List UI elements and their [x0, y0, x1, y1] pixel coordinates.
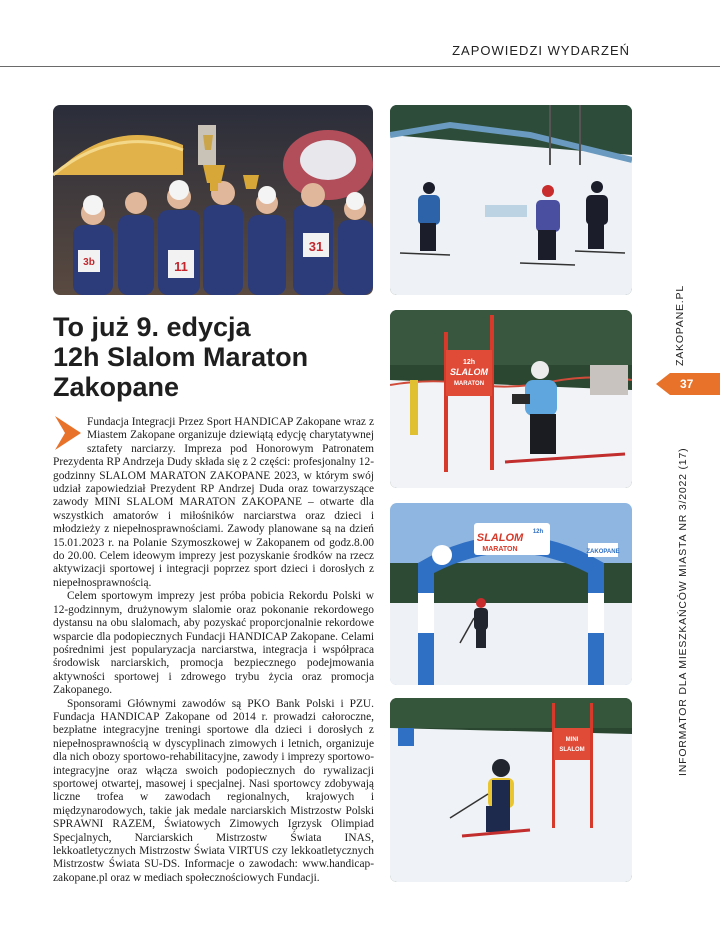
finish-arch-photo: [390, 503, 632, 685]
headline-line-3: Zakopane: [53, 372, 180, 402]
junior-racer-photo: [390, 698, 632, 882]
gate-flag-line-3: MARATON: [453, 381, 485, 387]
arch-banner-top: 12h: [532, 529, 544, 535]
section-label: ZAPOWIEDZI WYDARZEŃ: [452, 43, 630, 58]
slope-skiers-photo: [390, 105, 632, 295]
gate-flag-line-1: 12h: [462, 359, 476, 366]
bib-number-3: 3b: [83, 257, 95, 268]
small-flag-line-2: SLALOM: [559, 747, 585, 753]
gate-flag-line-2: SLALOM: [450, 367, 488, 377]
ceremony-photo: [53, 105, 373, 295]
bib-number-2: 31: [308, 239, 324, 254]
bib-number-1: 11: [174, 259, 188, 274]
article-paragraph-3: Sponsorami Głównymi zawodów są PKO Bank Polski i PZU. Fundacja HANDICAP Zakopane od 2014 r. prowadzi całoroczne, bezpłatne integracyjne treningi sportowe dla dzieci i dorosłych z niepełnosprawnością w dyscyplinach zimowych i letnich, organizuje dla nich obozy sportowo-rehabilitacyjne, zawody i imprezy sportowo-integracyjne oraz włącza swoich podopiecznych do rywalizacji sportowej otwartej, masowej i specjalnej. Nasi sportowcy zdobywają liczne trofea w zawodach regionalnych, krajowych i międzynarodowych, takie jak medale narciarskich Mistrzostw Polski SPRAWNI RAZEM, Światowych Zimowych Igrzysk Olimpiad Specjalnych, Narciarskich Mistrzostw Świata INAS, lekkoatletycznych Mistrzostw Świata VIRTUS czy lekkoatletycznych Mistrzostw Świata SU-DS. Informacje o zawodach: www.handicap-zakopane.pl oraz w mediach społecznościowych Fundacji.: [53, 697, 374, 884]
site-label: ZAKOPANE.PL: [674, 285, 686, 366]
headline-line-2: 12h Slalom Maraton: [53, 342, 309, 372]
publication-label: INFORMATOR DLA MIESZKAŃCÓW MIASTA NR 3/2022 (17): [677, 447, 689, 776]
page-number: 37: [680, 377, 694, 391]
small-flag-line-1: MINI: [565, 737, 579, 743]
article-paragraph-1: Fundacja Integracji Przez Sport HANDICAP Zakopane wraz z Miastem Zakopane organizuje dziewiątą edycję charytatywnej sztafety narciarzy. Impreza pod Honorowym Patronatem Prezydenta RP Andrzeja Dudy składa się z 2 części: profesjonalny 12-godzinny SLALOM MARATON ZAKOPANE 2023, w którym swój udział zapowiedział Prezydent RP Andrzej Duda oraz towarzyszące zawody MINI SLALOM MARATON ZAKOPANE – otwarte dla wszystkich amatorów i miłośników narciarstwa oraz dzieci i młodzieży z niepełnosprawnościami. Zawody planowane są na dzień 15.01.2023 r. na Polanie Szymoszkowej w Zakopanem od godz.8.00 do 20.00. Celem ideowym imprezy jest pozyskanie środków na rzecz aktywizacji sportowej i integracji poprzez sport dzieci i dorosłych z niepełnosprawnością.: [53, 416, 374, 589]
arch-side-label: ZAKOPANE: [586, 549, 620, 555]
arch-banner-sub: MARATON: [482, 546, 518, 553]
header-rule: [0, 66, 720, 67]
headline-line-1: To już 9. edycja: [53, 312, 251, 342]
article-body: [53, 416, 374, 885]
gate-racer-photo: [390, 310, 632, 488]
article-headline: [53, 312, 373, 402]
article-paragraph-2: Celem sportowym imprezy jest próba pobicia Rekordu Polski w 12-godzinnym, drużynowym slalomie oraz pokonanie rekordowego dystansu na obu slalomach, aby pozyskać proporcjonalnie rekordowe wsparcie dla podopiecznych Fundacji HANDICAP Zakopane. Celami pośrednimi jest popularyzacja narciarstwa, integracja i współpraca środowisk narciarskich, promocja bezpiecznego podejmowania aktywności sportowej i zdrowego trybu życia oraz promocja Zakopanego.: [53, 590, 374, 697]
arch-banner-main: SLALOM: [476, 532, 524, 544]
